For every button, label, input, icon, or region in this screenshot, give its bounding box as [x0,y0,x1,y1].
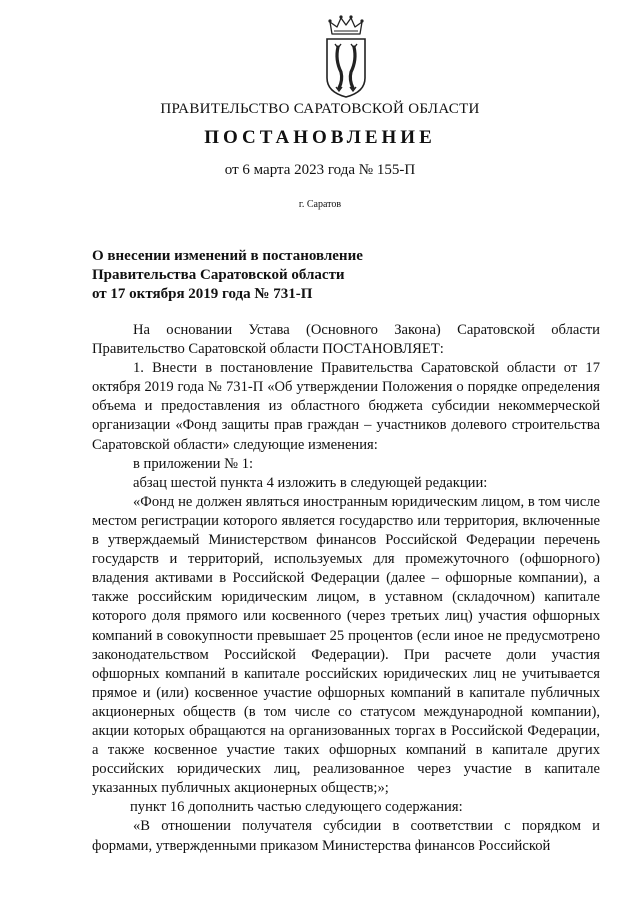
document-type: ПОСТАНОВЛЕНИЕ [204,127,436,148]
document-date-number: от 6 марта 2023 года № 155-П [224,162,416,178]
saratov-coat-of-arms-icon [322,14,370,98]
title-line: от 17 октября 2019 года № 731-П [92,286,313,302]
title-line: Правительства Саратовской области [92,267,345,283]
government-name: ПРАВИТЕЛЬСТВО САРАТОВСКОЙ ОБЛАСТИ [160,101,480,117]
body-paragraph: в приложении № 1: [133,455,254,472]
body-paragraph: «В отношении получателя субсидии в соответствии с порядком и формами, утвержденными приказом Министерства финансов Российской [92,818,600,854]
document-body [92,321,600,856]
body-paragraph: «Фонд не должен являться иностранным юридическим лицом, в том числе местом регистрации которого является государство или территория, включенные в утверждаемый Министерством финансов Российской Федерации перечень государств и территорий, используемых для промежуточного (офшорного) владения активами в Российской Федерации (далее – офшорные компании), а также российским юридическим лицом, в уставном (складочном) капитале которого доля прямого или косвенного (через третьих лиц) участия офшорных компаний в совокупности превышает 25 процентов (если иное не предусмотрено законодательством Российской Федерации). При расчете доли участия офшорных компаний в капитале российских юридических лиц не учитывается прямое и (или) косвенное участие офшорных компаний в капитале публичных акционерных обществ (в том числе со статусом международной компании), акции которых обращаются на организованных торгах в Российской Федерации, а также косвенное участие таких офшорных компаний в капитале других российских юридических лиц, реализованное через участие в капитале указанных публичных акционерных обществ;»; [92,493,600,797]
body-paragraph: 1. Внести в постановление Правительства Саратовской области от 17 октября 2019 года № 731-П «Об утверждении Положения о порядке определения объема и предоставления из областного бюджета субсидии некоммерческой организации «Фонд защиты прав граждан – участников долевого строительства Саратовской области» следующие изменения: [92,360,600,453]
document-title [92,247,512,304]
title-line: О внесении изменений в постановление [92,248,363,264]
city-name: г. Саратов [298,199,342,210]
body-paragraph: пункт 16 дополнить частью следующего содержания: [130,799,463,816]
body-paragraph: абзац шестой пункта 4 изложить в следующей редакции: [133,474,488,491]
body-paragraph: На основании Устава (Основного Закона) Саратовской области Правительство Саратовской области ПОСТАНОВЛЯЕТ: [92,322,600,358]
